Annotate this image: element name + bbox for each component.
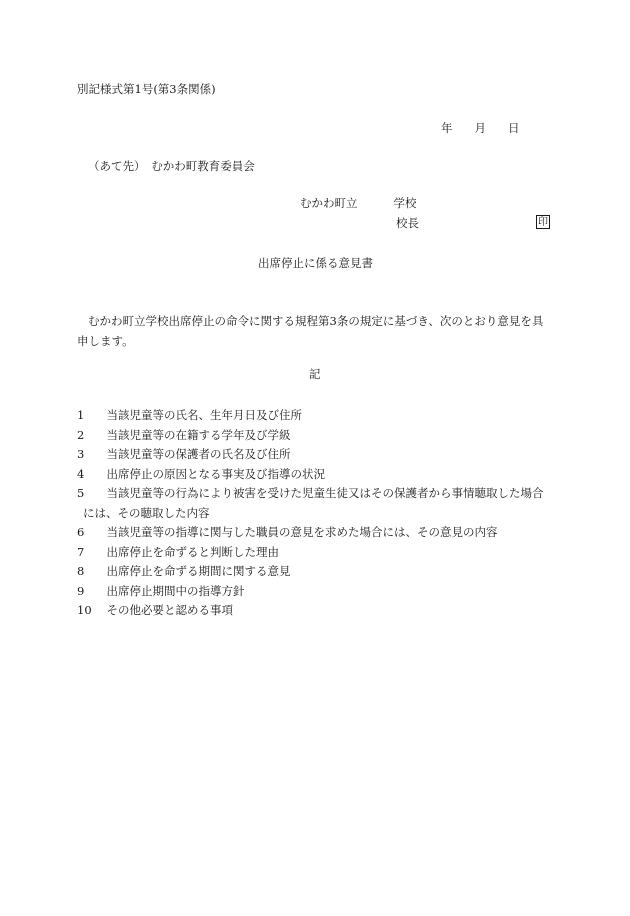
list-item-text: 当該児童等の在籍する学年及び学級: [106, 427, 291, 442]
date-month-label: 月: [474, 121, 486, 135]
list-item-number: 9: [77, 583, 85, 598]
seal-mark: 印: [538, 217, 548, 228]
list-item-number: 6: [77, 525, 85, 539]
date-day-label: 日: [508, 121, 520, 135]
school-suffix: 学校: [393, 196, 417, 210]
list-item-text: 当該児童等の氏名、生年月日及び住所: [106, 408, 302, 422]
list-item: [77, 562, 557, 582]
list-item-continuation: には、その聴取した内容: [83, 505, 210, 520]
date-year-label: 年: [441, 121, 453, 135]
list-item-text: 当該児童等の保護者の氏名及び住所: [106, 447, 291, 461]
principal-label: 校長: [396, 216, 419, 230]
item-list: [77, 406, 557, 621]
date-line: [441, 123, 520, 135]
list-item: [77, 523, 557, 543]
list-item: [77, 445, 557, 465]
list-item-text: 出席停止を命ずると判断した理由: [106, 544, 279, 559]
body-paragraph: むかわ町立学校出席停止の命令に関する規程第3条の規定に基づき、次のとおり意見を具申します。: [77, 314, 544, 348]
ki-label: 記: [309, 367, 321, 381]
school-prefix: むかわ町立: [300, 196, 358, 210]
school-line: [300, 198, 417, 210]
list-item-text: その他必要と認める事項: [106, 603, 233, 617]
list-item: [77, 465, 557, 485]
list-item-text: 当該児童等の行為により被害を受けた児童生徒又はその保護者から事情聴取した場合: [106, 486, 544, 500]
list-item-number: 10: [77, 603, 92, 617]
list-item-text: 出席停止を命ずる期間に関する意見: [106, 564, 291, 578]
list-item-number: 3: [77, 447, 85, 461]
list-item: [77, 601, 557, 621]
list-item-number: 8: [77, 564, 85, 578]
list-item: [77, 543, 557, 563]
list-item: [77, 582, 557, 602]
addressee: （あて先） むかわ町教育委員会: [88, 159, 255, 173]
list-item-number: 7: [77, 544, 85, 559]
document-title: 出席停止に係る意見書: [258, 256, 373, 270]
list-item-number: 1: [77, 408, 85, 422]
list-item-text: 出席停止期間中の指導方針: [106, 583, 245, 598]
list-item-number: 5: [77, 486, 85, 500]
list-item-text: 出席停止の原因となる事実及び指導の状況: [106, 466, 325, 481]
list-item-text: 当該児童等の指導に関与した職員の意見を求めた場合には、その意見の内容: [106, 525, 498, 539]
list-item: [77, 426, 557, 446]
form-label: 別記様式第1号(第3条関係): [77, 82, 216, 96]
list-item-number: 4: [77, 466, 85, 481]
list-item: [77, 484, 557, 523]
list-item: [77, 406, 557, 426]
list-item-number: 2: [77, 427, 85, 442]
